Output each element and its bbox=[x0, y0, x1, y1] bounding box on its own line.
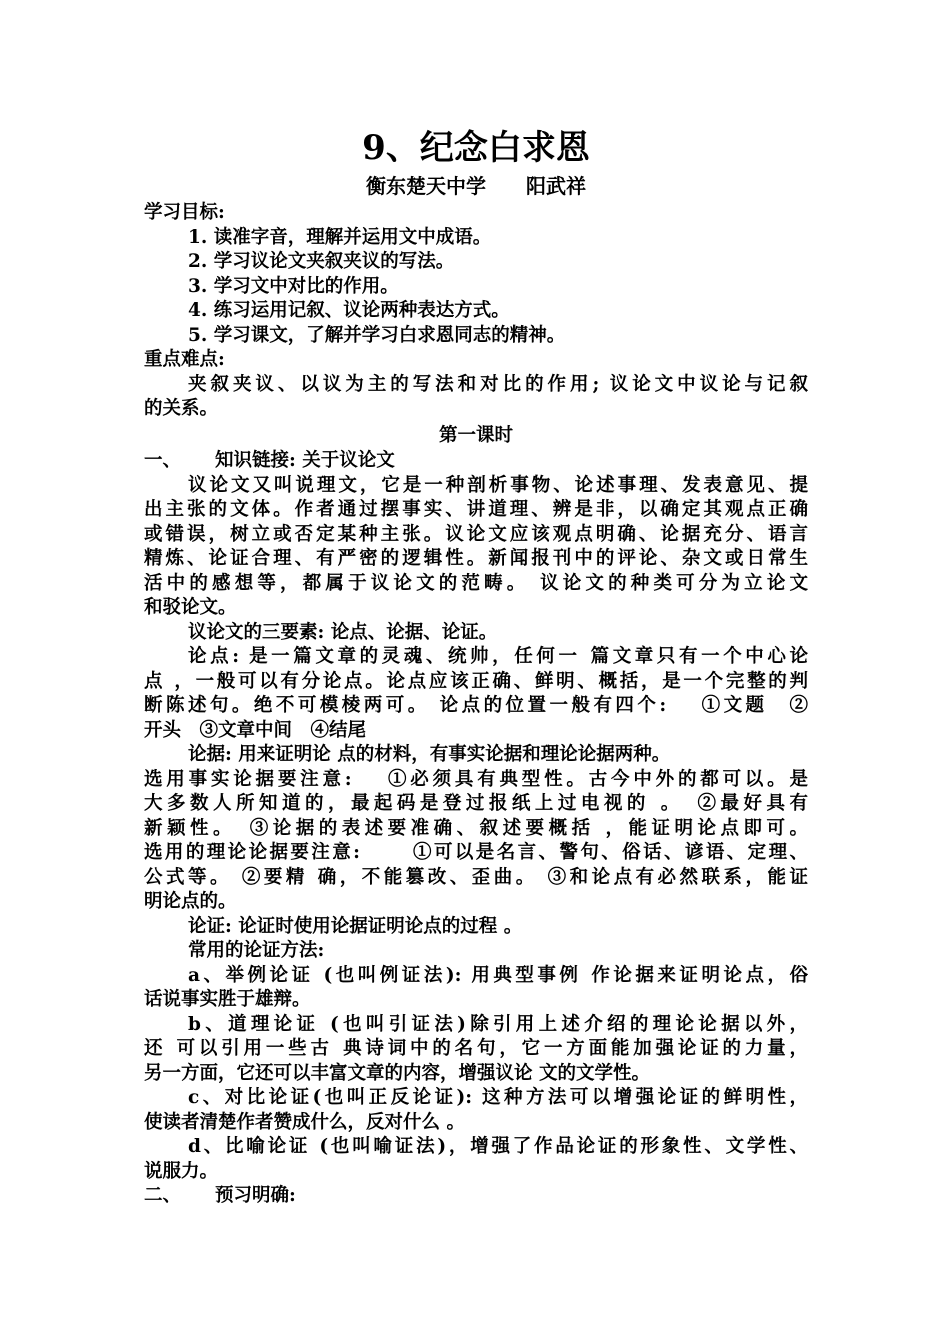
section2-heading bbox=[144, 1184, 808, 1208]
objective-item: 1. 读准字音，理解并运用文中成语。 bbox=[188, 227, 492, 248]
evidence-line: 新颖性。 ③论据的表述要准确、叙述要概括 ，能证明论点即可。 bbox=[144, 818, 808, 839]
thesis-line: 论点: 是一篇文章的灵魂、统帅，任何一 篇文章只有一个中心论 bbox=[188, 646, 808, 667]
thesis-line: 开头 ③文章中间 ④结尾 bbox=[144, 720, 367, 741]
three-elements: 议论文的三要素: 论点、论据、论证。 bbox=[188, 622, 498, 643]
paragraph-line: 活中的感想等，都属于议论文的范畴。 议论文的种类可分为立论文 bbox=[144, 573, 808, 594]
evidence-line: 选用的理论论据要注意: ①可以是名言、警句、俗话、谚语、定理、 bbox=[144, 842, 808, 863]
argument-line: 论证: 论证时使用论据证明论点的过程 。 bbox=[188, 916, 523, 937]
key-points-heading: 重点难点: bbox=[144, 349, 225, 370]
section2-number: 二、 bbox=[144, 1185, 182, 1206]
paragraph-line: 出主张的文体。作者通过摆事实、讲道理、辨是非，以确定其观点正确 bbox=[144, 499, 808, 520]
method-d-line: 说服力。 bbox=[144, 1161, 219, 1182]
paragraph-line: 精炼、论证合理、有严密的逻辑性。新闻报刊中的评论、杂文或日常生 bbox=[144, 548, 808, 569]
method-a-line: 话说事实胜于雄辩。 bbox=[144, 989, 311, 1010]
objectives-heading: 学习目标: bbox=[144, 202, 225, 223]
key-points-text: 的关系。 bbox=[144, 398, 219, 419]
evidence-line: 选用事实论据要注意: ①必须具有典型性。古今中外的都可以。是 bbox=[144, 769, 808, 790]
method-c-line: c、对比论证(也叫正反论证): 这种方法可以增强论证的鲜明性， bbox=[188, 1087, 808, 1108]
section1-heading bbox=[144, 449, 808, 473]
objective-item: 2. 学习议论文夹叙夹议的写法。 bbox=[188, 251, 455, 272]
evidence-line: 明论点的。 bbox=[144, 891, 237, 912]
thesis-line: 断陈述句。绝不可模棱两可。 论点的位置一般有四个: ①文题 ② bbox=[144, 695, 808, 716]
evidence-line: 公式等。 ②要精 确，不能篡改、歪曲。 ③和论点有必然联系，能证 bbox=[144, 867, 808, 888]
paragraph-line: 议论文又叫说理文，它是一种剖析事物、论述事理、发表意见、提 bbox=[188, 475, 808, 496]
doc-title: 9、纪念白求恩 bbox=[362, 128, 590, 168]
method-b-line: 还 可以引用一些古 典诗词中的名句，它一方面能加强论证的力量， bbox=[144, 1038, 808, 1059]
thesis-line: 点 ，一般可以有分论点。论点应该正确、鲜明、概括，是一个完整的判 bbox=[144, 671, 808, 692]
objective-item: 3. 学习文中对比的作用。 bbox=[188, 276, 399, 297]
section2-title: 预习明确: bbox=[215, 1185, 296, 1206]
method-b-line: 另一方面，它还可以丰富文章的内容，增强议论 文的文学性。 bbox=[144, 1063, 650, 1084]
lesson-heading: 第一课时 bbox=[438, 425, 513, 446]
method-b-line: b、道理论证 (也叫引证法)除引用上述介绍的理论论据以外， bbox=[188, 1014, 808, 1035]
section1-number: 一、 bbox=[144, 450, 182, 471]
methods-heading: 常用的论证方法: bbox=[188, 940, 325, 961]
method-a-line: a、举例论证 (也叫例证法): 用典型事例 作论据来证明论点，俗 bbox=[188, 965, 808, 986]
method-c-line: 使读者清楚作者赞成什么，反对什么 。 bbox=[144, 1112, 465, 1133]
key-points-text: 夹叙夹议、以议为主的写法和对比的作用; 议论文中议论与记叙 bbox=[188, 374, 808, 395]
paragraph-line: 或错误，树立或否定某种主张。议论文应该观点明确、论据充分、语言 bbox=[144, 524, 808, 545]
objective-item: 4. 练习运用记叙、议论两种表达方式。 bbox=[188, 300, 510, 321]
paragraph-line: 和驳论文。 bbox=[144, 597, 237, 618]
evidence-line: 大多数人所知道的，最起码是登过报纸上过电视的 。 ②最好具有 bbox=[144, 793, 808, 814]
evidence-line: 论据: 用来证明论 点的材料，有事实论据和理论论据两种。 bbox=[188, 744, 671, 765]
method-d-line: d、比喻论证 (也叫喻证法)，增强了作品论证的形象性、文学性、 bbox=[188, 1136, 808, 1157]
objective-item: 5. 学习课文，了解并学习白求恩同志的精神。 bbox=[188, 325, 566, 346]
author-line: 衡东楚天中学 阳武祥 bbox=[366, 174, 586, 198]
section1-title: 知识链接: 关于议论文 bbox=[215, 450, 395, 471]
